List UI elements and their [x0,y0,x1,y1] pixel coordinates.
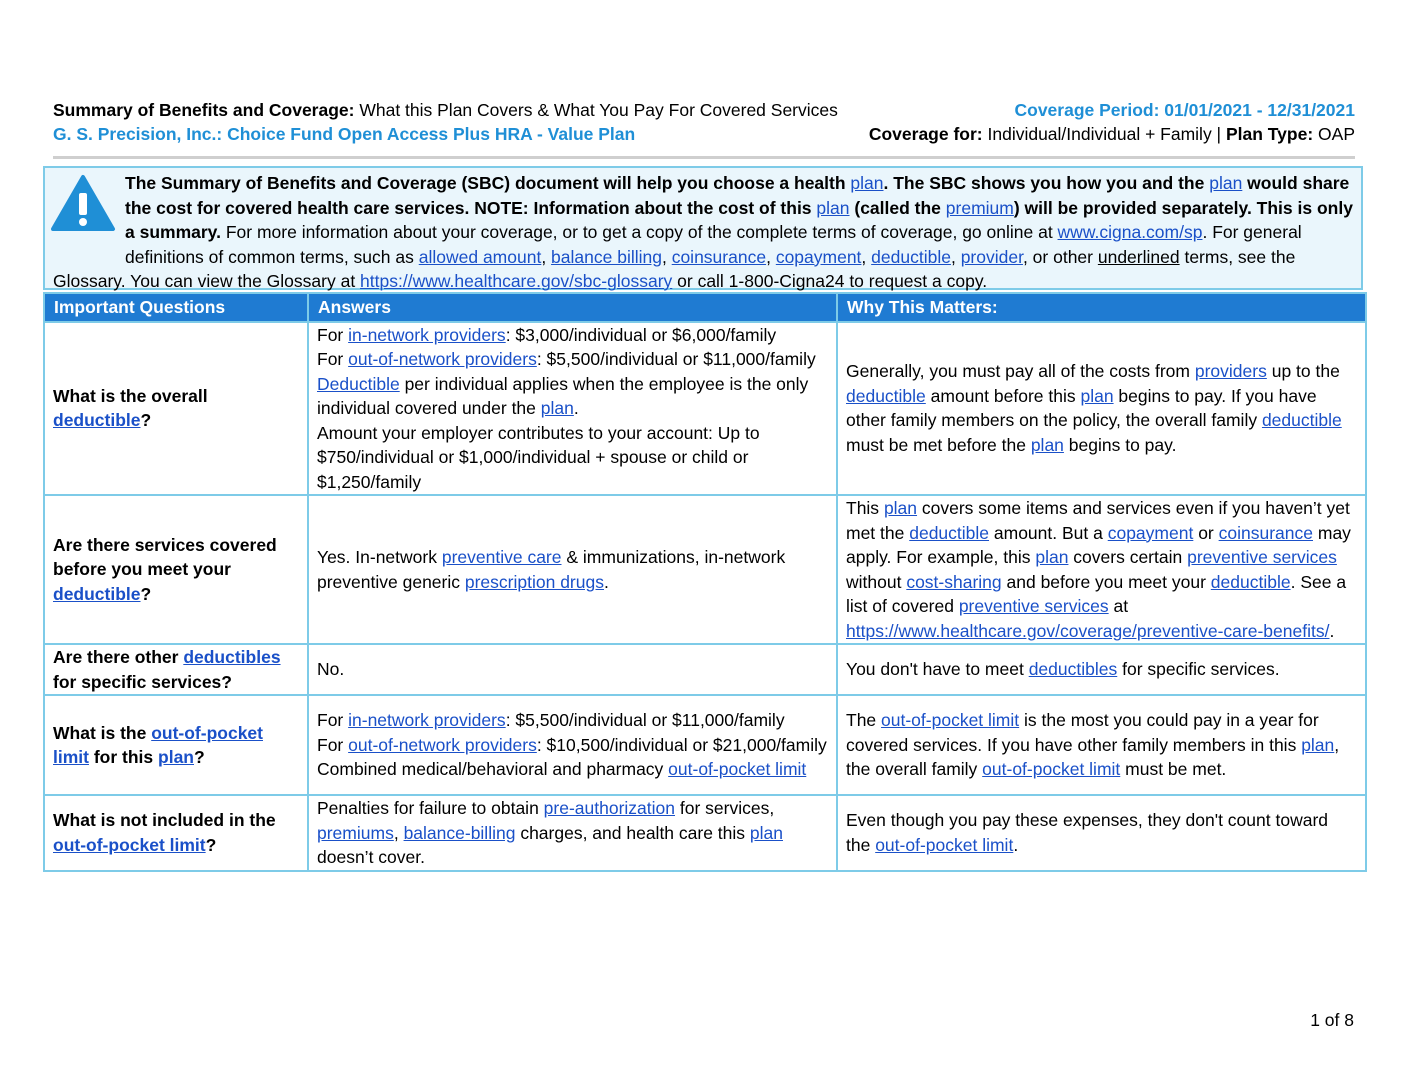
link-out-of-pocket-limit[interactable]: out-of-pocket limit [982,759,1121,780]
link-deductibles[interactable]: deductibles [1028,659,1118,680]
link-out-of-network-providers[interactable]: out-of-network providers [348,349,537,369]
header-line-1 [53,98,1355,122]
link-out-of-pocket-limit[interactable]: out-of-pocket limit [875,834,1014,855]
link-coinsurance[interactable]: coinsurance [1218,522,1313,543]
link-deductible[interactable]: deductible [871,246,951,267]
link-copayment[interactable]: copayment [775,246,862,267]
underlined-text: underlined [1097,246,1180,267]
link-pre-authorization[interactable]: pre-authorization [543,798,675,818]
link-provider[interactable]: provider [960,246,1023,267]
link-coinsurance[interactable]: coinsurance [671,246,767,267]
why-cell: Generally, you must pay all of the costs from providers up to the deductible amount before this plan begins to pay. If you have other family members on the policy, the overall family deductible must be met before the plan begins to pay. [837,322,1366,496]
coverage-period: Coverage Period: 01/01/2021 - 12/31/2021 [1014,100,1355,120]
answer-cell: Penalties for failure to obtain pre-authorization for services, premiums, balance-billing charges, and health care this plan doesn’t cover. [308,795,837,871]
link-deductible[interactable]: deductible [1261,410,1342,431]
plan-name: G. S. Precision, Inc.: Choice Fund Open Access Plus HRA - Value Plan [53,124,636,144]
link-plan[interactable]: plan [816,197,850,218]
col-header-why: Why This Matters: [837,293,1366,322]
link-out-of-pocket-limit[interactable]: out-of-pocket limit [53,722,263,767]
link-copayment[interactable]: copayment [1107,522,1194,543]
link-balance-billing[interactable]: balance billing [551,246,662,267]
question-cell: What is the overall deductible? [44,322,308,496]
why-cell: This plan covers some items and services even if you haven’t yet met the deductible amount. But a copayment or coinsurance may apply. For example, this plan covers certain preventive services without cost-sharing and before you meet your deductible. See a list of covered preventive services at https://www.healthcare.gov/coverage/preventive-care-benefits/. [837,495,1366,644]
link-deductibles[interactable]: deductibles [183,647,281,667]
link-premium[interactable]: premium [945,197,1014,218]
link-plan[interactable]: plan [540,398,574,418]
link-preventive-services[interactable]: preventive services [958,596,1109,616]
question-cell: Are there services covered before you meet your deductible? [44,495,308,644]
link-out-of-network-providers[interactable]: out-of-network providers [348,734,537,755]
link-plan[interactable]: plan [749,822,783,843]
sbc-subtitle: What this Plan Covers & What You Pay For Covered Services [354,100,838,120]
table-row [44,795,1366,871]
link-plan[interactable]: plan [1035,547,1069,567]
why-cell: Even though you pay these expenses, they don't count toward the out-of-pocket limit. [837,795,1366,871]
page-number: 1 of 8 [1310,1010,1354,1030]
link-in-network-providers[interactable]: in-network providers [348,324,506,345]
link-out-of-pocket-limit[interactable]: out-of-pocket limit [53,834,206,855]
link-allowed-amount[interactable]: allowed amount [418,246,542,267]
warning-icon [49,171,117,246]
link-plan[interactable]: plan [1209,173,1243,193]
link-deductible[interactable]: Deductible [317,373,400,394]
answer-cell: No. [308,644,837,695]
link-deductible[interactable]: deductible [53,410,141,431]
link-out-of-pocket-limit[interactable]: out-of-pocket limit [881,710,1020,731]
link-deductible[interactable]: deductible [909,522,990,543]
table-row [44,495,1366,644]
answer-cell: Yes. In-network preventive care & immunizations, in-network preventive generic prescription drugs. [308,495,837,644]
col-header-answers: Answers [308,293,837,322]
benefits-table [43,292,1367,872]
link-glossary[interactable]: https://www.healthcare.gov/sbc-glossary [360,271,673,291]
why-cell: You don't have to meet deductibles for specific services. [837,644,1366,695]
question-cell: What is not included in the out-of-pocket limit? [44,795,308,871]
col-header-questions: Important Questions [44,293,308,322]
answer-cell: For in-network providers: $3,000/individual or $6,000/family For out-of-network providers: $5,500/individual or $11,000/family Deductible per individual applies when the employee is the only individual covered under the plan. Amount your employer contributes to your account: Up to $750/individual or $1,000/individual + spouse or child or $1,250/family [308,322,837,496]
table-row [44,644,1366,695]
link-cost-sharing[interactable]: cost-sharing [906,571,1002,592]
link-plan[interactable]: plan [1301,734,1335,755]
table-row [44,695,1366,795]
why-cell: The out-of-pocket limit is the most you could pay in a year for covered services. If you have other family members in this plan, the overall family out-of-pocket limit must be met. [837,695,1366,795]
link-balance-billing[interactable]: balance-billing [403,822,516,843]
header-line-2 [53,122,1355,146]
table-header-row [44,293,1366,322]
link-providers[interactable]: providers [1194,361,1267,382]
sbc-title: Summary of Benefits and Coverage: [53,100,355,120]
link-prescription-drugs[interactable]: prescription drugs [464,571,604,592]
link-plan[interactable]: plan [883,498,918,518]
question-cell: What is the out-of-pocket limit for this plan? [44,695,308,795]
link-plan[interactable]: plan [1080,385,1114,406]
link-preventive-care[interactable]: preventive care [441,547,562,567]
link-plan[interactable]: plan [158,747,194,767]
link-premiums[interactable]: premiums [317,822,394,843]
link-in-network-providers[interactable]: in-network providers [348,710,506,731]
link-deductible[interactable]: deductible [1210,571,1291,592]
link-out-of-pocket-limit[interactable]: out-of-pocket limit [668,759,807,780]
table-row [44,322,1366,496]
link-preventive-care-benefits[interactable]: https://www.healthcare.gov/coverage/preventive-care-benefits/ [846,620,1330,641]
question-cell: Are there other deductibles for specific services? [44,644,308,695]
link-preventive-services[interactable]: preventive services [1187,547,1337,567]
link-deductible[interactable]: deductible [53,583,141,604]
header-divider [53,156,1355,159]
link-cigna-site[interactable]: www.cigna.com/sp [1057,222,1203,242]
sbc-notice-box: The Summary of Benefits and Coverage (SBC) document will help you choose a health plan. The SBC shows you how you and the plan would share the cost for covered health care services. NOTE: Information about the cost of this plan (called the premium) will be provided separately. This is only a summary. For more information about your coverage, or to get a copy of the complete terms of coverage, go online at www.cigna.com/sp. For general definitions of common terms, such as allowed amount, balance billing, coinsurance, copayment, deductible, provider, or other underlined terms, see the Glossary. You can view the Glossary at https://www.healthcare.gov/sbc-glossary or call 1-800-Cigna24 to request a copy. [43,166,1363,290]
link-plan[interactable]: plan [1030,434,1064,455]
link-plan[interactable]: plan [850,173,884,193]
coverage-for: Coverage for: Individual/Individual + Family | Plan Type: OAP [868,124,1355,144]
answer-cell: For in-network providers: $5,500/individual or $11,000/family For out-of-network providers: $10,500/individual or $21,000/family Combined medical/behavioral and pharmacy out-of-pocket limit [308,695,837,795]
link-deductible[interactable]: deductible [846,385,926,406]
